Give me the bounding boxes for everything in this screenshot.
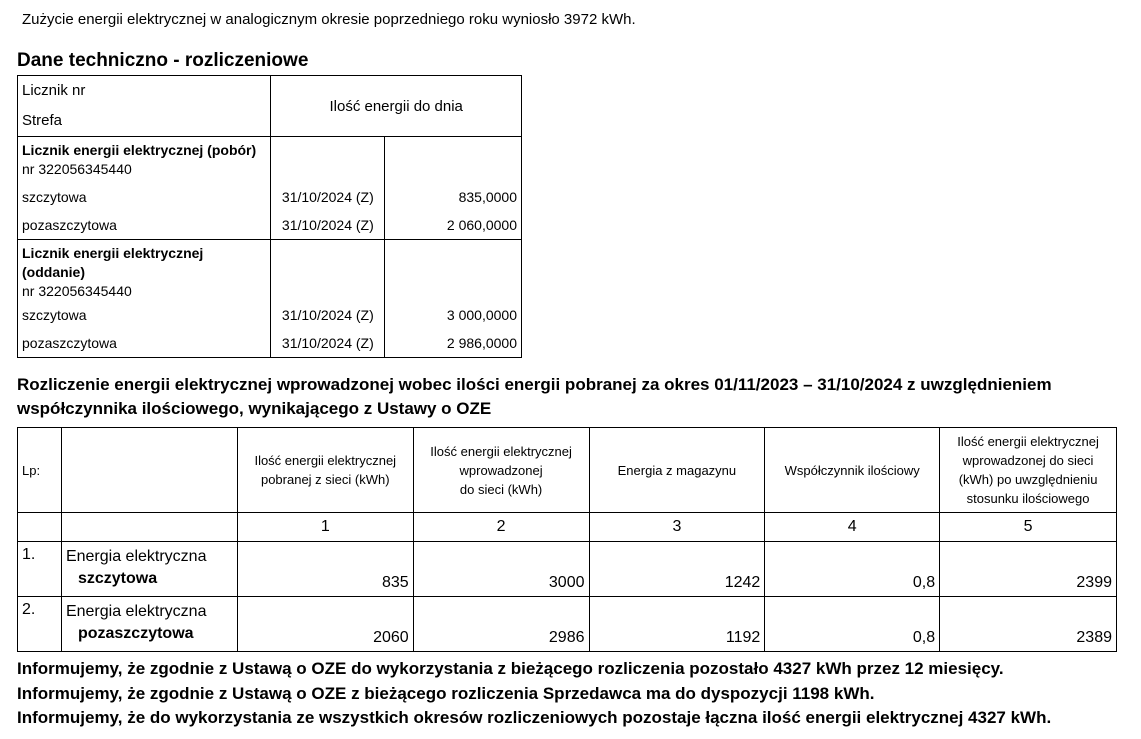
settlement-title: Rozliczenie energii elektrycznej wprowadzonej wobec ilości energii pobranej za okres 01/11/2023 – 31/10/2024 z uwzględnieniem współczynnika ilościowego, wynikającego z Ustawy o OZE (17, 375, 1052, 418)
meter-number: nr 322056345440 (22, 161, 132, 177)
row-fed-in: 2986 (413, 597, 589, 652)
meter-title: Licznik energii elektrycznej (pobór) (22, 142, 257, 158)
info-remaining-current: Informujemy, że zgodnie z Ustawą o OZE do wykorzystania z bieżącego rozliczenia pozostało 4327 kWh przez 12 miesięcy. (17, 659, 1004, 678)
row-zone: szczytowa (77, 570, 158, 587)
meter-zone-row (18, 301, 522, 329)
previous-year-consumption-text: Zużycie energii elektrycznej w analogicznym okresie poprzedniego roku wyniosło 3972 kWh. (22, 11, 636, 28)
header-col3: Energia z magazynu (589, 428, 765, 513)
reading-date: 31/10/2024 (Z) (271, 329, 385, 358)
reading-value: 2 986,0000 (385, 329, 522, 358)
row-fed-in: 3000 (413, 542, 589, 597)
row-lp: 2. (18, 597, 62, 652)
row-zone: pozaszczytowa (77, 625, 194, 642)
header-meter-nr: Licznik nr (22, 82, 86, 99)
settlement-table (17, 427, 1117, 652)
header-col2 (413, 428, 589, 513)
info-seller-available: Informujemy, że zgodnie z Ustawą o OZE z bieżącego rozliczenia Sprzedawca ma do dyspozycji 1198 kWh. (17, 684, 875, 703)
reading-value: 835,0000 (385, 183, 522, 211)
table-row (18, 542, 1117, 597)
column-number: 3 (589, 513, 765, 542)
column-number: 4 (765, 513, 940, 542)
zone-name: pozaszczytowa (18, 211, 271, 240)
reading-value: 2 060,0000 (385, 211, 522, 240)
row-storage: 1192 (589, 597, 765, 652)
meter-info (18, 137, 271, 184)
column-number: 5 (940, 513, 1117, 542)
header-col2-line: wprowadzonej (459, 462, 543, 478)
header-col4: Współczynnik ilościowy (765, 428, 940, 513)
row-fed-in-adjusted: 2389 (940, 597, 1117, 652)
zone-name: szczytowa (18, 301, 271, 329)
row-coefficient: 0,8 (765, 597, 940, 652)
column-numbers-row (18, 513, 1117, 542)
meter-zone-row (18, 329, 522, 358)
technical-data-title: Dane techniczno - rozliczeniowe (17, 50, 309, 71)
table-row (18, 597, 1117, 652)
settlement-header-row (18, 428, 1117, 513)
reading-value: 3 000,0000 (385, 301, 522, 329)
row-storage: 1242 (589, 542, 765, 597)
technical-header-row (18, 76, 522, 137)
column-number: 2 (413, 513, 589, 542)
header-energy-to-date: Ilość energii do dnia (271, 76, 522, 137)
meter-number: nr 322056345440 (22, 283, 132, 299)
reading-date: 31/10/2024 (Z) (271, 211, 385, 240)
header-col5: Ilość energii elektrycznej wprowadzonej do sieci (kWh) po uwzględnieniu stosunku ilościowego (940, 428, 1117, 513)
row-name (61, 597, 237, 652)
meter-zone-row (18, 183, 522, 211)
meter-zone-row (18, 211, 522, 240)
technical-data-table (17, 75, 522, 358)
info-total-remaining: Informujemy, że do wykorzystania ze wszystkich okresów rozliczeniowych pozostaje łączna ilość energii elektrycznej 4327 kWh. (17, 708, 1052, 727)
header-lp: Lp: (18, 428, 62, 513)
header-col1: Ilość energii elektrycznej pobranej z sieci (kWh) (237, 428, 413, 513)
zone-name: pozaszczytowa (18, 329, 271, 358)
row-drawn: 2060 (237, 597, 413, 652)
meter-row (18, 137, 522, 184)
header-meter-zone (18, 76, 271, 137)
row-lp: 1. (18, 542, 62, 597)
zone-name: szczytowa (18, 183, 271, 211)
row-name (61, 542, 237, 597)
row-coefficient: 0,8 (765, 542, 940, 597)
row-energy-label: Energia elektryczna (65, 548, 207, 565)
column-number: 1 (237, 513, 413, 542)
reading-date: 31/10/2024 (Z) (271, 183, 385, 211)
header-col2-line: Ilość energii elektrycznej (430, 443, 572, 459)
meter-info (18, 240, 271, 302)
row-energy-label: Energia elektryczna (65, 603, 207, 620)
row-fed-in-adjusted: 2399 (940, 542, 1117, 597)
meter-title: Licznik energii elektrycznej (oddanie) (22, 245, 204, 280)
meter-row (18, 240, 522, 302)
reading-date: 31/10/2024 (Z) (271, 301, 385, 329)
row-drawn: 835 (237, 542, 413, 597)
header-zone: Strefa (22, 112, 63, 129)
header-col2-line: do sieci (kWh) (459, 481, 543, 497)
header-name (61, 428, 237, 513)
